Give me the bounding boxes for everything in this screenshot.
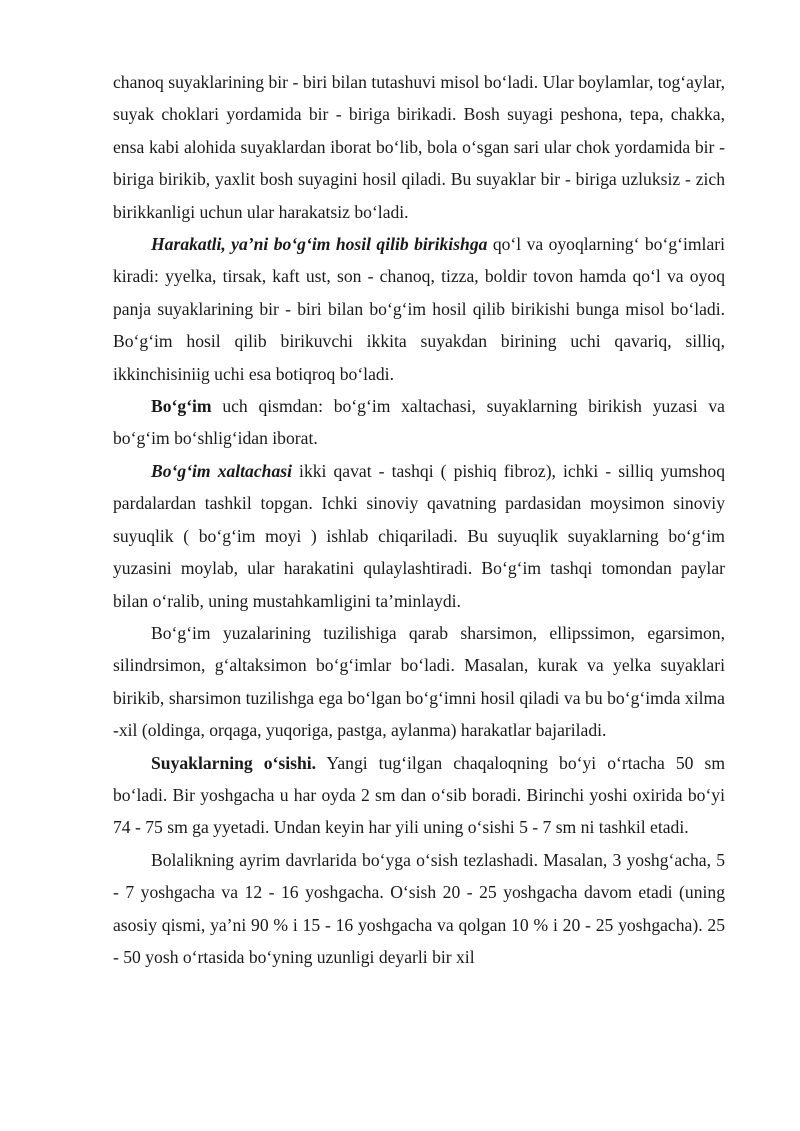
paragraph-growth-periods — [113, 844, 725, 974]
document-page — [113, 66, 725, 973]
paragraph-text: Bolalikning ayrim davrlarida bo‘yga o‘sish tezlashadi. Masalan, 3 yoshg‘acha, 5 - 7 yoshgacha va 12 - 16 yoshgacha. O‘sish 20 - 25 yoshgacha davom etadi (uning asosiy qismi, ya’ni 90 % i 15 - 16 yoshgacha va qolgan 10 % i 20 - 25 yoshgacha). 25 - 50 yosh o‘rtasida bo‘yning uzunligi deyarli bir xil — [113, 849, 725, 967]
paragraph-joint-parts — [113, 390, 725, 455]
paragraph-text: Bo‘g‘im yuzalarining tuzilishiga qarab sharsimon, ellipssimon, egarsimon, silindrsimon, g‘altaksimon bo‘g‘imlar bo‘ladi. Masalan, kurak va yelka suyaklari birikib, sharsimon tuzilishga ega bo‘lgan bo‘g‘imni hosil qiladi va bu bo‘g‘imda xilma -xil (oldinga, orqaga, yuqoriga, pastga, aylanma) harakatlar bajariladi. — [113, 622, 725, 741]
term-joint-capsule: Bo‘g‘im xaltachasi — [151, 460, 292, 481]
paragraph-text: Yangi tug‘ilgan chaqaloqning bo‘yi o‘rtacha 50 sm bo‘ladi. Bir yoshgacha u har oyda 2 sm dan o‘sib boradi. Birinchi yoshi oxirida bo‘yi 74 - 75 sm ga yyetadi. Undan keyin har yili uning o‘sishi 5 - 7 sm ni tashkil etadi. — [113, 752, 726, 838]
paragraph-joint-capsule — [113, 455, 725, 617]
paragraph-text: ikki qavat - tashqi ( pishiq fibroz), ichki - silliq yumshoq pardalardan tashkil topgan. Ichki sinoviy qavatning pardasidan moysimon sinoviy suyuqlik ( bo‘g‘im moyi ) ishlab chiqariladi. Bu suyuqlik suyaklarning bo‘g‘im yuzasini moylab, ular harakatini qulaylashtiradi. Bo‘g‘im tashqi tomondan paylar bilan o‘ralib, uning mustahkamligini ta’minlaydi. — [113, 460, 725, 611]
paragraph-text: uch qismdan: bo‘g‘im xaltachasi, suyaklarning birikish yuzasi va bo‘g‘im bo‘shlig‘idan iborat. — [113, 396, 725, 449]
paragraph-text: chanoq suyaklarining bir - biri bilan tutashuvi misol bo‘ladi. Ular boylamlar, tog‘aylar, suyak choklari yordamida bir - biriga birikadi. Bosh suyagi peshona, tepa, chakka, ensa kabi alohida suyaklardan iborat bo‘lib, bola o‘sgan sari ular chok yordamida bir - biriga birikib, yaxlit bosh suyagini hosil qiladi. Bu suyaklar bir - biriga uzluksiz - zich birikkanligi uchun ular harakatsiz bo‘ladi. — [113, 72, 725, 222]
paragraph-movable-joints — [113, 228, 725, 390]
term-movable-joints: Harakatli, ya’ni bo‘g‘im hosil qilib birikishga — [151, 234, 488, 255]
paragraph-bone-joints-continuation — [113, 66, 725, 228]
paragraph-text: qo‘l va oyoqlarning‘ bo‘g‘imlari kiradi: yyelka, tirsak, kaft ust, son - chanoq, tizza, boldir tovon hamda qo‘l va oyoq panja suyaklarining bir - biri bilan bo‘g‘im hosil qilib birikishi bunga misol bo‘ladi. Bo‘g‘im hosil qilib birikuvchi ikkita suyakdan birining uchi qavariq, silliq, ikkinchisiniig uchi esa botiqroq bo‘ladi. — [113, 234, 725, 384]
term-joint: Bo‘g‘im — [151, 396, 212, 417]
paragraph-bone-growth — [113, 747, 725, 844]
term-bone-growth: Suyaklarning o‘sishi. — [151, 752, 317, 773]
paragraph-joint-shapes — [113, 617, 725, 747]
